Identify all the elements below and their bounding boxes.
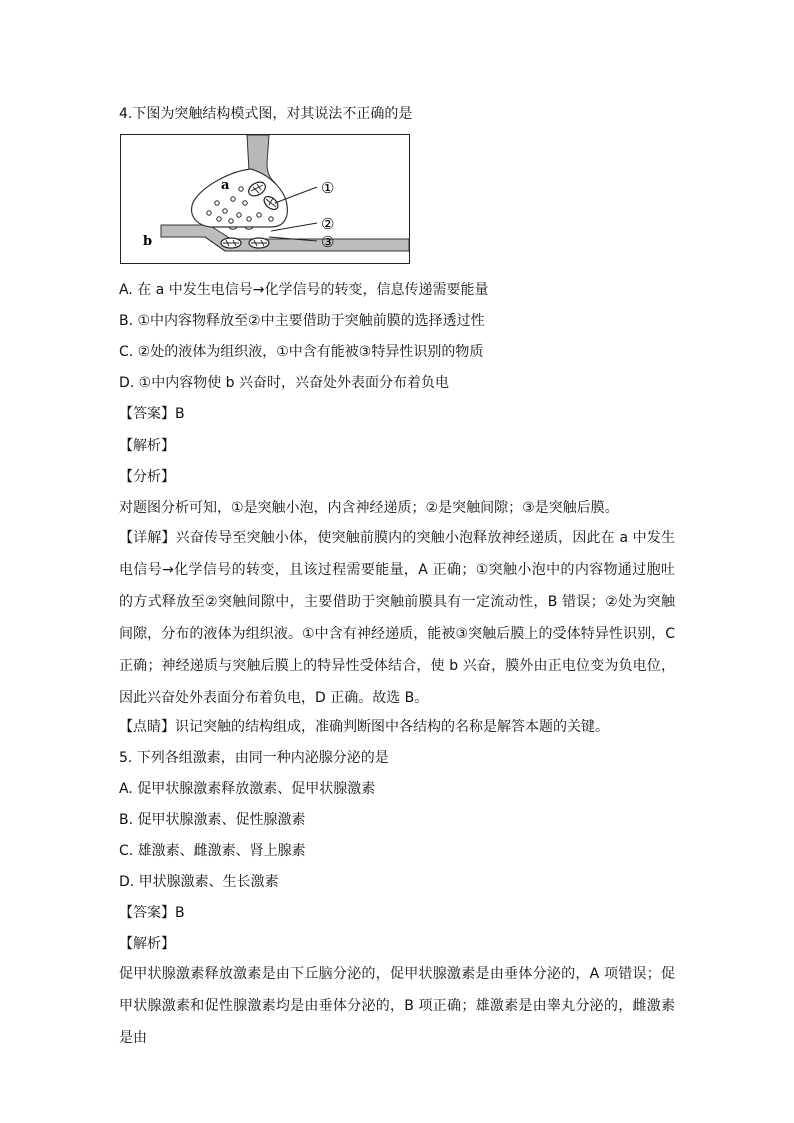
q4-option-b: B. ①中内容物释放至②中主要借助于突触前膜的选择透过性 (119, 313, 485, 329)
q5-option-a: A. 促甲状腺激素释放激素、促甲状腺激素 (119, 781, 376, 797)
question-4-stem: 4.下图为突触结构模式图，对其说法不正确的是 (119, 106, 413, 122)
question-5-stem: 5. 下列各组激素，由同一种内泌腺分泌的是 (119, 750, 389, 766)
q4-answer: 【答案】B (119, 406, 185, 422)
synapse-diagram (121, 135, 409, 263)
q5-analysis: 促甲状腺激素释放激素是由下丘脑分泌的，促甲状腺激素是由垂体分泌的，A 项错误；促甲状腺激素和促性腺激素均是由垂体分泌的，B 项正确；雄激素是由睾丸分泌的，雌激素是由 (119, 966, 675, 1046)
q4-detail: 【详解】兴奋传导至突触小体，使突触前膜内的突触小泡释放神经递质，因此在 a 中发生电信号→化学信号的转变，且该过程需要能量，A 正确；①突触小泡中的内容物通过胞吐的方式释放至②突触间隙中，主要借助于突触前膜具有一定流动性，B 错误；②处为突触间隙，分布的液体为组织液。①中含有神经递质，能被③突触后膜上的受体特异性识别，C 正确；神经递质与突触后膜上的特异性受体结合，使 b 兴奋，膜外由正电位变为负电位，因此兴奋处外表面分布着负电，D 正确。故选 B。 (119, 530, 675, 706)
label-3: ③ (321, 233, 335, 251)
q4-option-d: D. ①中内容物使 b 兴奋时，兴奋处外表面分布着负电 (119, 375, 450, 391)
label-1: ① (321, 179, 335, 197)
q5-option-c: C. 雄激素、雌激素、肾上腺素 (119, 843, 306, 859)
label-b: b (143, 234, 153, 249)
q4-option-a: A. 在 a 中发生电信号→化学信号的转变，信息传递需要能量 (119, 282, 489, 298)
q4-dianjing: 【点睛】识记突触的结构组成，准确判断图中各结构的名称是解答本题的关键。 (119, 719, 609, 735)
q4-option-c: C. ②处的液体为组织液，①中含有能被③特异性识别的物质 (119, 344, 484, 360)
label-a: a (221, 178, 230, 193)
q4-jiexi-heading: 【解析】 (119, 438, 175, 454)
q4-fenxi-heading: 【分析】 (119, 469, 175, 485)
q4-fenxi-text: 对题图分析可知，①是突触小泡，内含神经递质；②是突触间隙；③是突触后膜。 (119, 500, 619, 516)
q5-option-d: D. 甲状腺激素、生长激素 (119, 874, 279, 890)
q5-answer: 【答案】B (119, 905, 185, 921)
synapse-figure (120, 134, 410, 264)
q5-option-b: B. 促甲状腺激素、促性腺激素 (119, 812, 306, 828)
q5-jiexi-heading: 【解析】 (119, 936, 175, 952)
label-2: ② (321, 215, 335, 233)
